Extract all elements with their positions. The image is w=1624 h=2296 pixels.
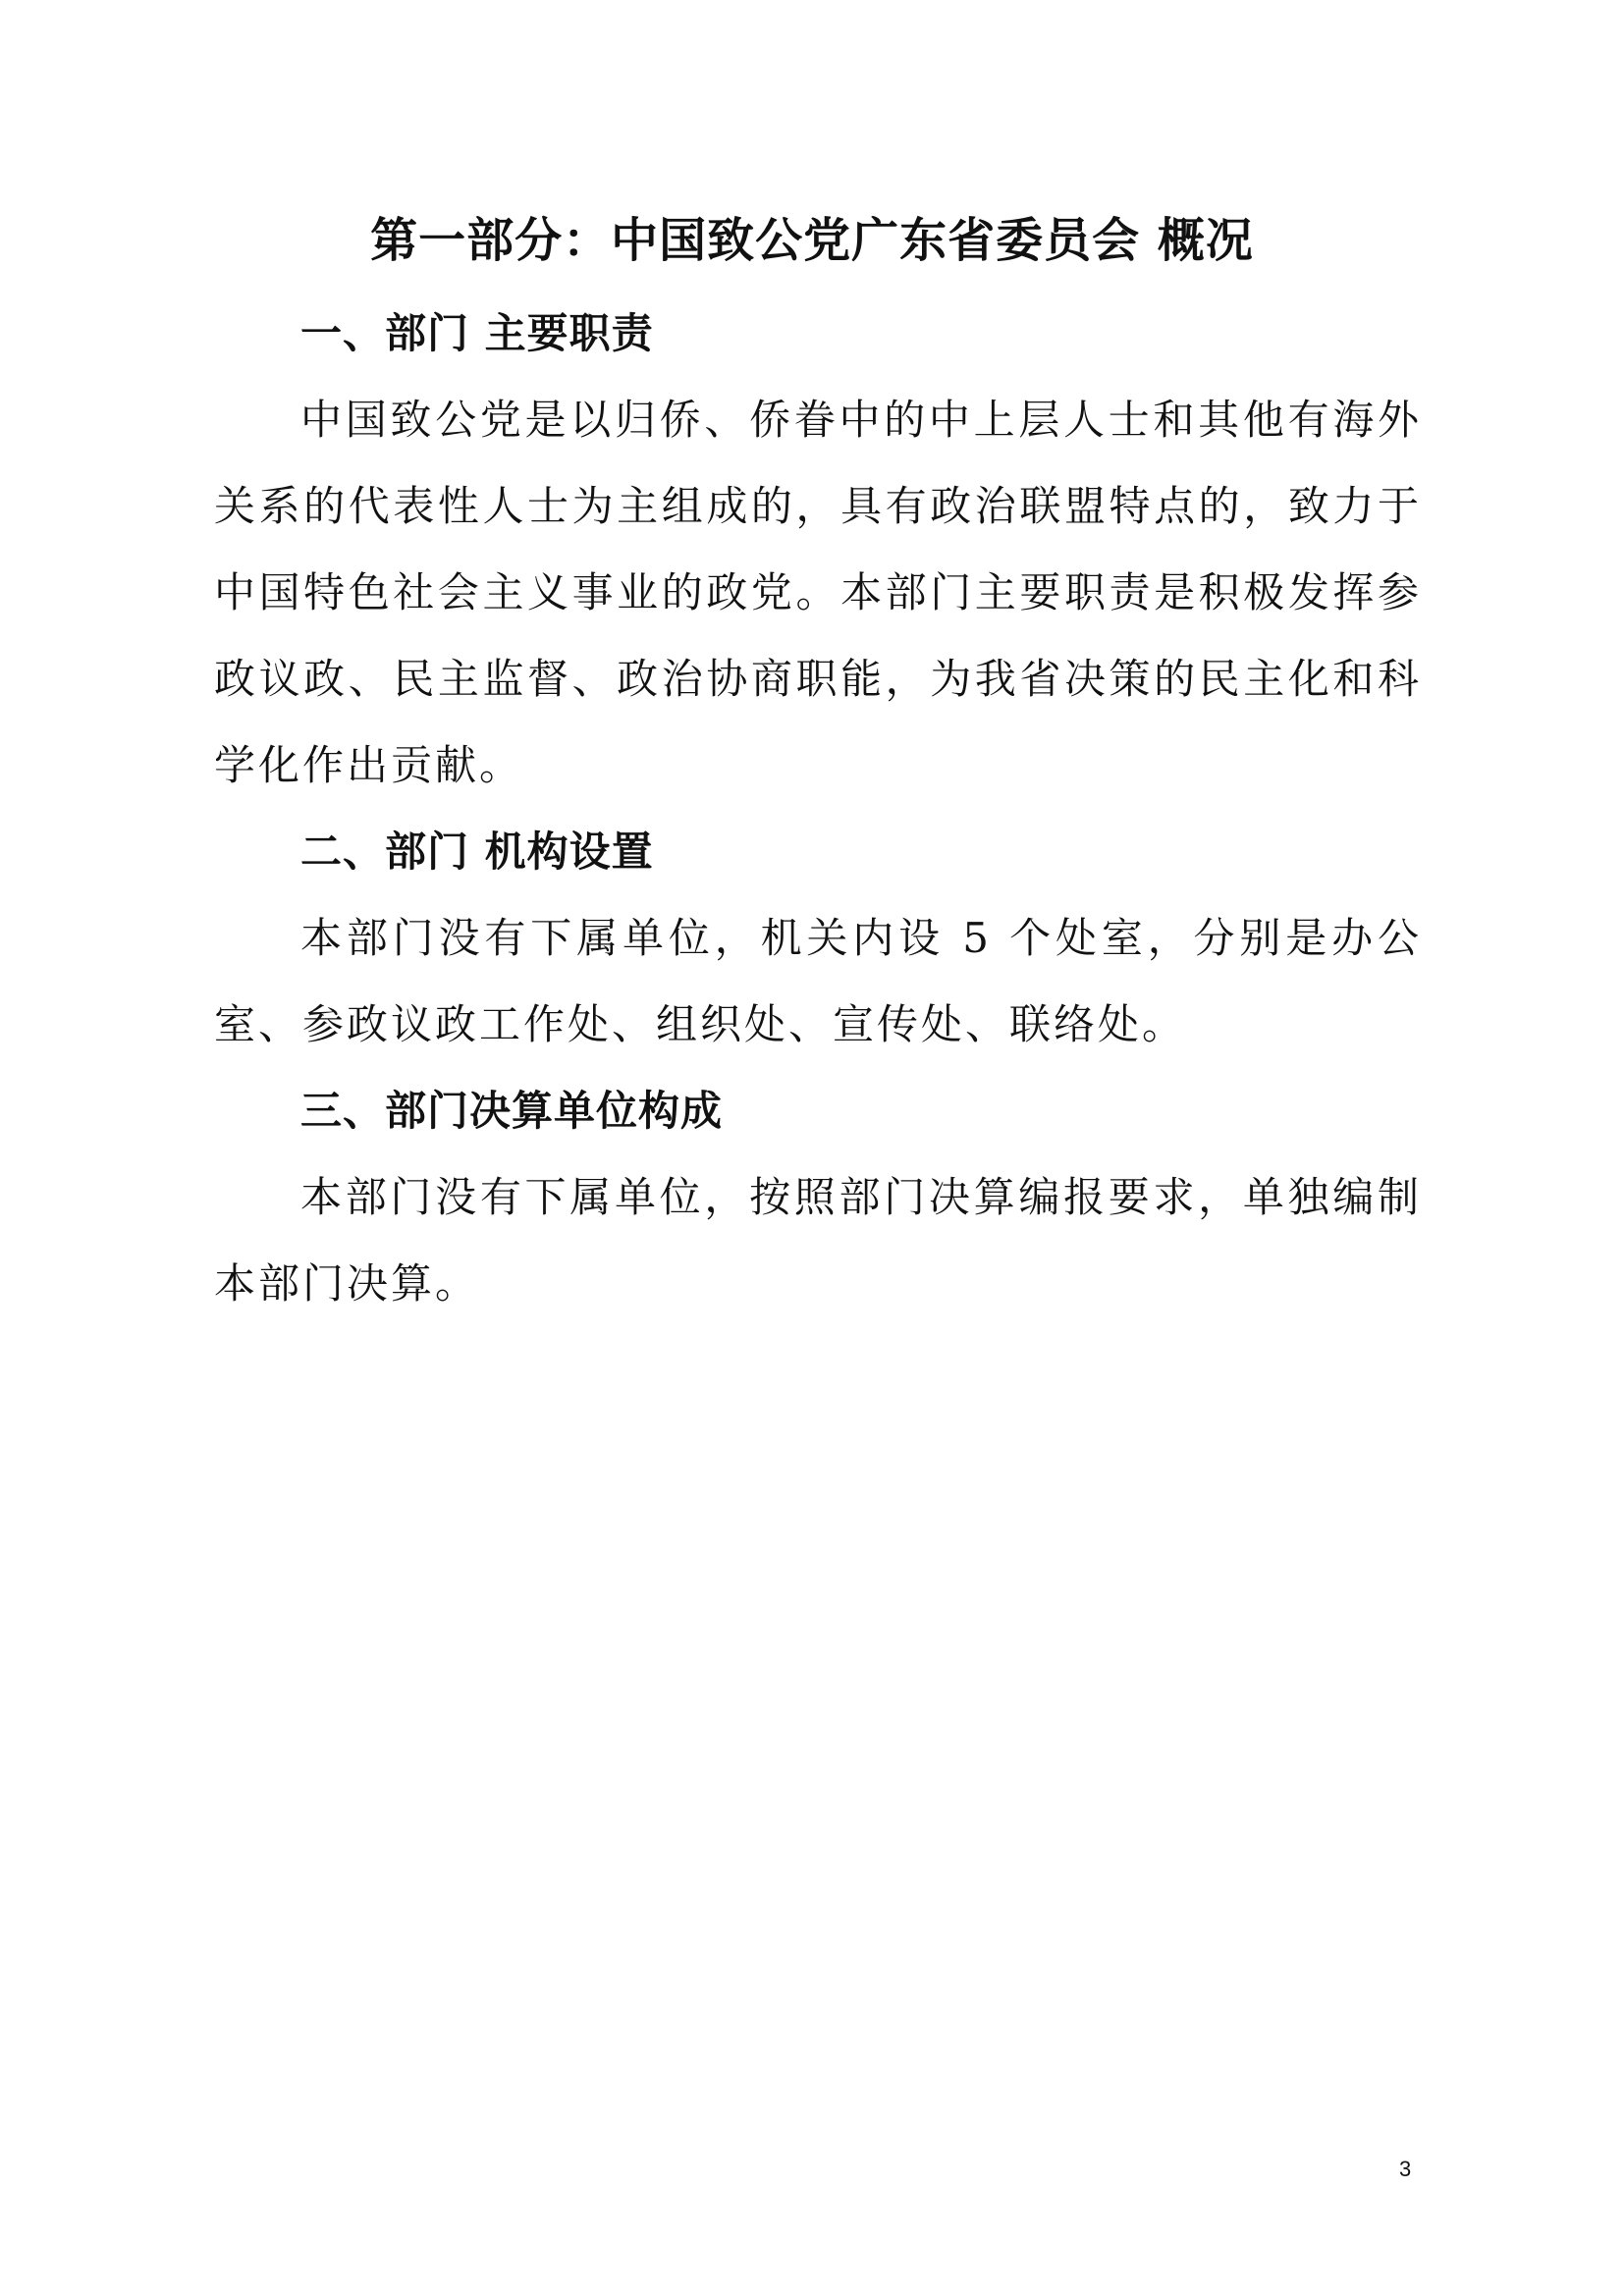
page-number: 3 (1399, 2157, 1412, 2181)
section-heading: 二、部门 机构设置 (300, 828, 654, 876)
page-title: 第一部分：中国致公党广东省委员会 概况 (370, 213, 1254, 268)
section-heading: 一、部门 主要职责 (300, 309, 654, 357)
section-organization (214, 809, 1422, 1068)
section-paragraph: 本部门没有下属单位，按照部门决算编报要求，单独编制本部门决算。 (214, 1173, 1422, 1308)
section-main-duties (214, 291, 1422, 809)
section-paragraph: 本部门没有下属单位，机关内设 5 个处室，分别是办公室、参政议政工作处、组织处、宣传处、联络处。 (214, 914, 1422, 1048)
section-budget-units (214, 1068, 1422, 1327)
section-paragraph: 中国致公党是以归侨、侨眷中的中上层人士和其他有海外关系的代表性人士为主组成的，具有政治联盟特点的，致力于中国特色社会主义事业的政党。本部门主要职责是积极发挥参政议政、民主监督、政治协商职能，为我省决策的民主化和科学化作出贡献。 (214, 396, 1422, 789)
document-body (214, 291, 1422, 1327)
section-heading: 三、部门决算单位构成 (300, 1087, 724, 1135)
